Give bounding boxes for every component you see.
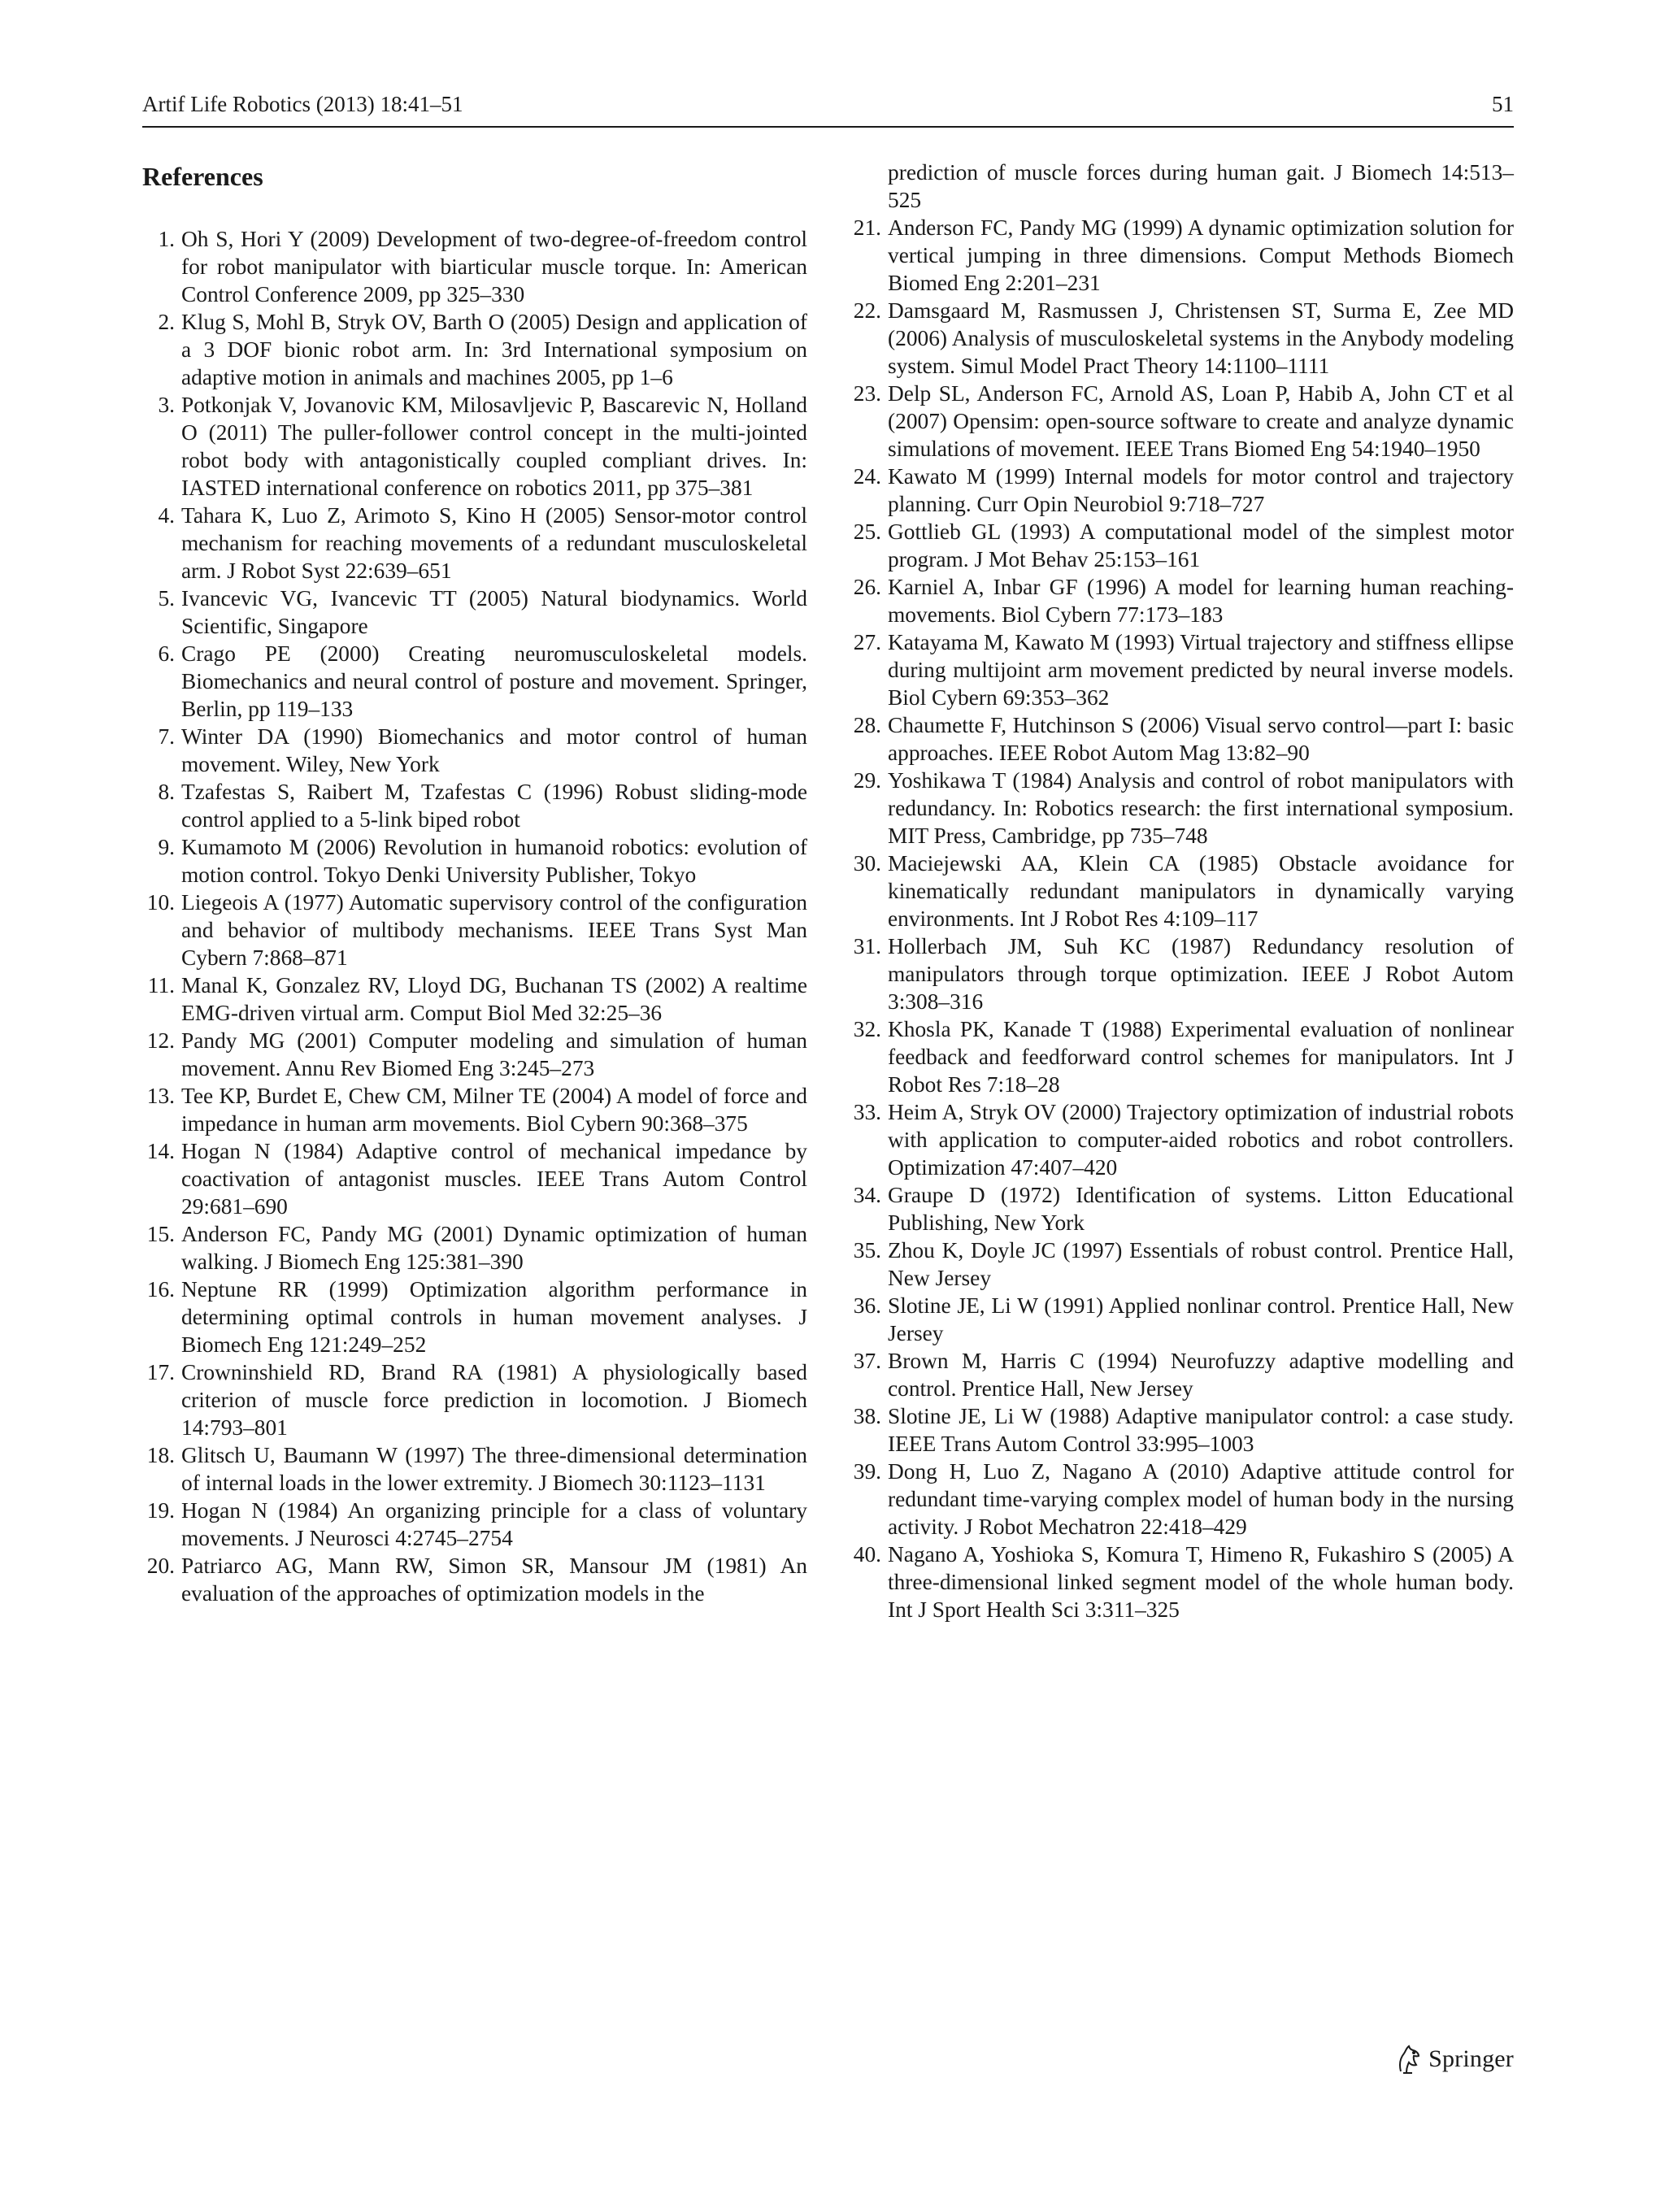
reference-text: Patriarco AG, Mann RW, Simon SR, Mansour JM (1981) An evaluation of the approaches of optimization models in the xyxy=(181,1554,807,1606)
right-column xyxy=(849,159,1514,1623)
reference-text: Tahara K, Luo Z, Arimoto S, Kino H (2005) Sensor-motor control mechanism for reaching movements of a redundant musculoskeletal arm. J Robot Syst 22:639–651 xyxy=(181,503,807,583)
reference-number: 11. xyxy=(147,973,175,997)
reference-text: Slotine JE, Li W (1988) Adaptive manipulator control: a case study. IEEE Trans Autom Control 33:995–1003 xyxy=(888,1404,1514,1456)
springer-horse-icon xyxy=(1394,2044,1422,2075)
reference-item xyxy=(142,1552,807,1607)
reference-number: 18. xyxy=(146,1443,175,1467)
reference-item xyxy=(142,308,807,391)
reference-number: 10. xyxy=(146,890,175,915)
reference-item xyxy=(849,1181,1514,1236)
reference-item xyxy=(849,463,1514,518)
reference-item xyxy=(142,391,807,502)
reference-text: Hollerbach JM, Suh KC (1987) Redundancy resolution of manipulators through torque optimization. IEEE J Robot Autom 3:308–316 xyxy=(888,934,1514,1014)
reference-item xyxy=(142,225,807,308)
reference-text: Tzafestas S, Raibert M, Tzafestas C (1996) Robust sliding-mode control applied to a 5-link biped robot xyxy=(181,780,807,832)
reference-number: 25. xyxy=(853,519,881,544)
reference-number: 36. xyxy=(853,1293,881,1318)
reference-item xyxy=(142,971,807,1027)
reference-number: 14. xyxy=(146,1139,175,1163)
reference-number: 19. xyxy=(146,1498,175,1523)
reference-item xyxy=(142,889,807,971)
reference-text: Liegeois A (1977) Automatic supervisory control of the configuration and behavior of multibody mechanisms. IEEE Trans Syst Man Cybern 7:868–871 xyxy=(181,890,807,970)
reference-item xyxy=(142,1358,807,1441)
reference-item xyxy=(849,1236,1514,1292)
reference-number: 2. xyxy=(158,310,175,334)
reference-number: 8. xyxy=(158,780,175,804)
reference-number: 12. xyxy=(146,1028,175,1053)
reference-number: 1. xyxy=(158,227,175,251)
reference-item xyxy=(849,518,1514,573)
reference-number: 9. xyxy=(158,835,175,859)
reference-text: Winter DA (1990) Biomechanics and motor control of human movement. Wiley, New York xyxy=(181,724,807,776)
reference-number: 26. xyxy=(853,575,881,599)
reference-list-right xyxy=(849,214,1514,1623)
reference-item xyxy=(849,932,1514,1015)
reference-item xyxy=(849,1541,1514,1623)
reference-item xyxy=(849,628,1514,711)
reference-number: 6. xyxy=(158,641,175,666)
reference-text: Glitsch U, Baumann W (1997) The three-dimensional determination of internal loads in the lower extremity. J Biomech 30:1123–1131 xyxy=(181,1443,807,1495)
reference-item xyxy=(849,711,1514,767)
reference-text: Slotine JE, Li W (1991) Applied nonlinar control. Prentice Hall, New Jersey xyxy=(888,1293,1514,1345)
reference-number: 40. xyxy=(853,1542,881,1567)
reference-item xyxy=(849,850,1514,932)
reference-item xyxy=(142,1137,807,1220)
reference-text: Delp SL, Anderson FC, Arnold AS, Loan P, Habib A, John CT et al (2007) Opensim: open-source software to create and analyze dynamic simulations of movement. IEEE Trans Biomed Eng 54:1940–1950 xyxy=(888,381,1514,461)
reference-number: 34. xyxy=(853,1183,881,1207)
reference-text: Zhou K, Doyle JC (1997) Essentials of robust control. Prentice Hall, New Jersey xyxy=(888,1238,1514,1290)
reference-number: 30. xyxy=(853,851,881,876)
reference-text: Neptune RR (1999) Optimization algorithm performance in determining optimal controls in human movement analyses. J Biomech Eng 121:249–252 xyxy=(181,1277,807,1357)
reference-number: 20. xyxy=(146,1554,175,1578)
reference-item xyxy=(849,1015,1514,1098)
reference-text: Khosla PK, Kanade T (1988) Experimental evaluation of nonlinear feedback and feedforward control schemes for manipulators. Int J Robot Res 7:18–28 xyxy=(888,1017,1514,1097)
reference-text: Maciejewski AA, Klein CA (1985) Obstacle avoidance for kinematically redundant manipulators in dynamically varying environments. Int J Robot Res 4:109–117 xyxy=(888,851,1514,931)
publisher-name: Springer xyxy=(1428,2045,1514,2072)
reference-text: Hogan N (1984) An organizing principle for a class of voluntary movements. J Neurosci 4:2745–2754 xyxy=(181,1498,807,1550)
reference-item xyxy=(142,723,807,778)
reference-item xyxy=(142,778,807,833)
reference-continuation: prediction of muscle forces during human gait. J Biomech 14:513–525 xyxy=(888,160,1514,212)
running-header xyxy=(142,91,1514,124)
reference-number: 35. xyxy=(853,1238,881,1262)
reference-number: 15. xyxy=(146,1222,175,1246)
reference-text: Crago PE (2000) Creating neuromusculoskeletal models. Biomechanics and neural control of posture and movement. Springer, Berlin, pp 119–133 xyxy=(181,641,807,721)
reference-number: 24. xyxy=(853,464,881,489)
reference-text: Nagano A, Yoshioka S, Komura T, Himeno R, Fukashiro S (2005) A three-dimensional linked segment model of the whole human body. Int J Sport Health Sci 3:311–325 xyxy=(888,1542,1514,1622)
journal-citation: Artif Life Robotics (2013) 18:41–51 xyxy=(142,92,463,116)
reference-item xyxy=(849,1458,1514,1541)
reference-number: 39. xyxy=(853,1459,881,1484)
reference-number: 23. xyxy=(853,381,881,406)
reference-text: Manal K, Gonzalez RV, Lloyd DG, Buchanan TS (2002) A realtime EMG-driven virtual arm. Comput Biol Med 32:25–36 xyxy=(181,973,807,1025)
reference-item xyxy=(849,1402,1514,1458)
reference-item xyxy=(849,767,1514,850)
reference-text: Oh S, Hori Y (2009) Development of two-degree-of-freedom control for robot manipulator with biarticular muscle torque. In: American Control Conference 2009, pp 325–330 xyxy=(181,227,807,306)
reference-number: 31. xyxy=(853,934,881,958)
reference-item xyxy=(142,1027,807,1082)
reference-text: Anderson FC, Pandy MG (1999) A dynamic optimization solution for vertical jumping in three dimensions. Comput Methods Biomech Biomed Eng 2:201–231 xyxy=(888,215,1514,295)
reference-number: 22. xyxy=(853,298,881,323)
reference-number: 3. xyxy=(158,393,175,417)
reference-number: 16. xyxy=(146,1277,175,1302)
reference-number: 28. xyxy=(853,713,881,737)
reference-item xyxy=(849,573,1514,628)
reference-text: Chaumette F, Hutchinson S (2006) Visual servo control—part I: basic approaches. IEEE Robot Autom Mag 13:82–90 xyxy=(888,713,1514,765)
reference-number: 27. xyxy=(853,630,881,654)
reference-item xyxy=(849,1098,1514,1181)
reference-text: Klug S, Mohl B, Stryk OV, Barth O (2005) Design and application of a 3 DOF bionic robot arm. In: 3rd International symposium on adaptive motion in animals and machines 2005, pp 1–6 xyxy=(181,310,807,389)
reference-number: 38. xyxy=(853,1404,881,1428)
page-number: 51 xyxy=(1492,92,1514,116)
reference-text: Ivancevic VG, Ivancevic TT (2005) Natural biodynamics. World Scientific, Singapore xyxy=(181,586,807,638)
reference-text: Gottlieb GL (1993) A computational model of the simplest motor program. J Mot Behav 25:153–161 xyxy=(888,519,1514,571)
reference-item xyxy=(849,1347,1514,1402)
reference-text: Yoshikawa T (1984) Analysis and control of robot manipulators with redundancy. In: Robotics research: the first international symposium. MIT Press, Cambridge, pp 735–748 xyxy=(888,768,1514,848)
reference-text: Brown M, Harris C (1994) Neurofuzzy adaptive modelling and control. Prentice Hall, New Jersey xyxy=(888,1349,1514,1401)
reference-item xyxy=(142,502,807,585)
reference-item xyxy=(142,1082,807,1137)
reference-text: Hogan N (1984) Adaptive control of mechanical impedance by coactivation of antagonist muscles. IEEE Trans Autom Control 29:681–690 xyxy=(181,1139,807,1219)
reference-text: Graupe D (1972) Identification of systems. Litton Educational Publishing, New York xyxy=(888,1183,1514,1235)
publisher-footer xyxy=(1394,2043,1514,2075)
reference-text: Kawato M (1999) Internal models for motor control and trajectory planning. Curr Opin Neurobiol 9:718–727 xyxy=(888,464,1514,516)
reference-text: Anderson FC, Pandy MG (2001) Dynamic optimization of human walking. J Biomech Eng 125:381–390 xyxy=(181,1222,807,1274)
reference-item xyxy=(142,1275,807,1358)
reference-text: Pandy MG (2001) Computer modeling and simulation of human movement. Annu Rev Biomed Eng 3:245–273 xyxy=(181,1028,807,1080)
reference-item xyxy=(142,1497,807,1552)
reference-number: 33. xyxy=(853,1100,881,1124)
reference-text: Dong H, Luo Z, Nagano A (2010) Adaptive attitude control for redundant time-varying complex model of human body in the nursing activity. J Robot Mechatron 22:418–429 xyxy=(888,1459,1514,1539)
reference-text: Potkonjak V, Jovanovic KM, Milosavljevic P, Bascarevic N, Holland O (2011) The puller-follower control concept in the multi-jointed robot body with antagonistically coupled compliant drives. In: IASTED international conference on robotics 2011, pp 375–381 xyxy=(181,393,807,500)
reference-number: 37. xyxy=(853,1349,881,1373)
reference-number: 32. xyxy=(853,1017,881,1041)
reference-number: 5. xyxy=(158,586,175,611)
reference-item xyxy=(849,214,1514,297)
reference-text: Tee KP, Burdet E, Chew CM, Milner TE (2004) A model of force and impedance in human arm movements. Biol Cybern 90:368–375 xyxy=(181,1084,807,1136)
reference-item xyxy=(849,297,1514,380)
reference-list-left xyxy=(142,225,807,1607)
reference-number: 17. xyxy=(146,1360,175,1384)
reference-number: 4. xyxy=(158,503,175,528)
reference-text: Damsgaard M, Rasmussen J, Christensen ST, Surma E, Zee MD (2006) Analysis of musculoskeletal systems in the Anybody modeling system. Simul Model Pract Theory 14:1100–1111 xyxy=(888,298,1514,378)
reference-number: 13. xyxy=(146,1084,175,1108)
reference-item xyxy=(142,1220,807,1275)
reference-number: 21. xyxy=(853,215,881,240)
reference-text: Crowninshield RD, Brand RA (1981) A physiologically based criterion of muscle force prediction in locomotion. J Biomech 14:793–801 xyxy=(181,1360,807,1440)
reference-text: Heim A, Stryk OV (2000) Trajectory optimization of industrial robots with application to computer-aided robotics and robot controllers. Optimization 47:407–420 xyxy=(888,1100,1514,1180)
reference-number: 7. xyxy=(158,724,175,749)
section-title: References xyxy=(142,162,263,191)
reference-text: Karniel A, Inbar GF (1996) A model for learning human reaching-movements. Biol Cybern 77:173–183 xyxy=(888,575,1514,627)
reference-item xyxy=(142,833,807,889)
reference-item xyxy=(142,640,807,723)
reference-number: 29. xyxy=(853,768,881,793)
header-rule xyxy=(142,126,1514,128)
reference-item xyxy=(849,380,1514,463)
reference-text: Kumamoto M (2006) Revolution in humanoid robotics: evolution of motion control. Tokyo Denki University Publisher, Tokyo xyxy=(181,835,807,887)
reference-item xyxy=(142,1441,807,1497)
reference-text: Katayama M, Kawato M (1993) Virtual trajectory and stiffness ellipse during multijoint arm movement predicted by neural inverse models. Biol Cybern 69:353–362 xyxy=(888,630,1514,710)
reference-item xyxy=(849,1292,1514,1347)
reference-item xyxy=(142,585,807,640)
left-column xyxy=(142,159,807,1607)
